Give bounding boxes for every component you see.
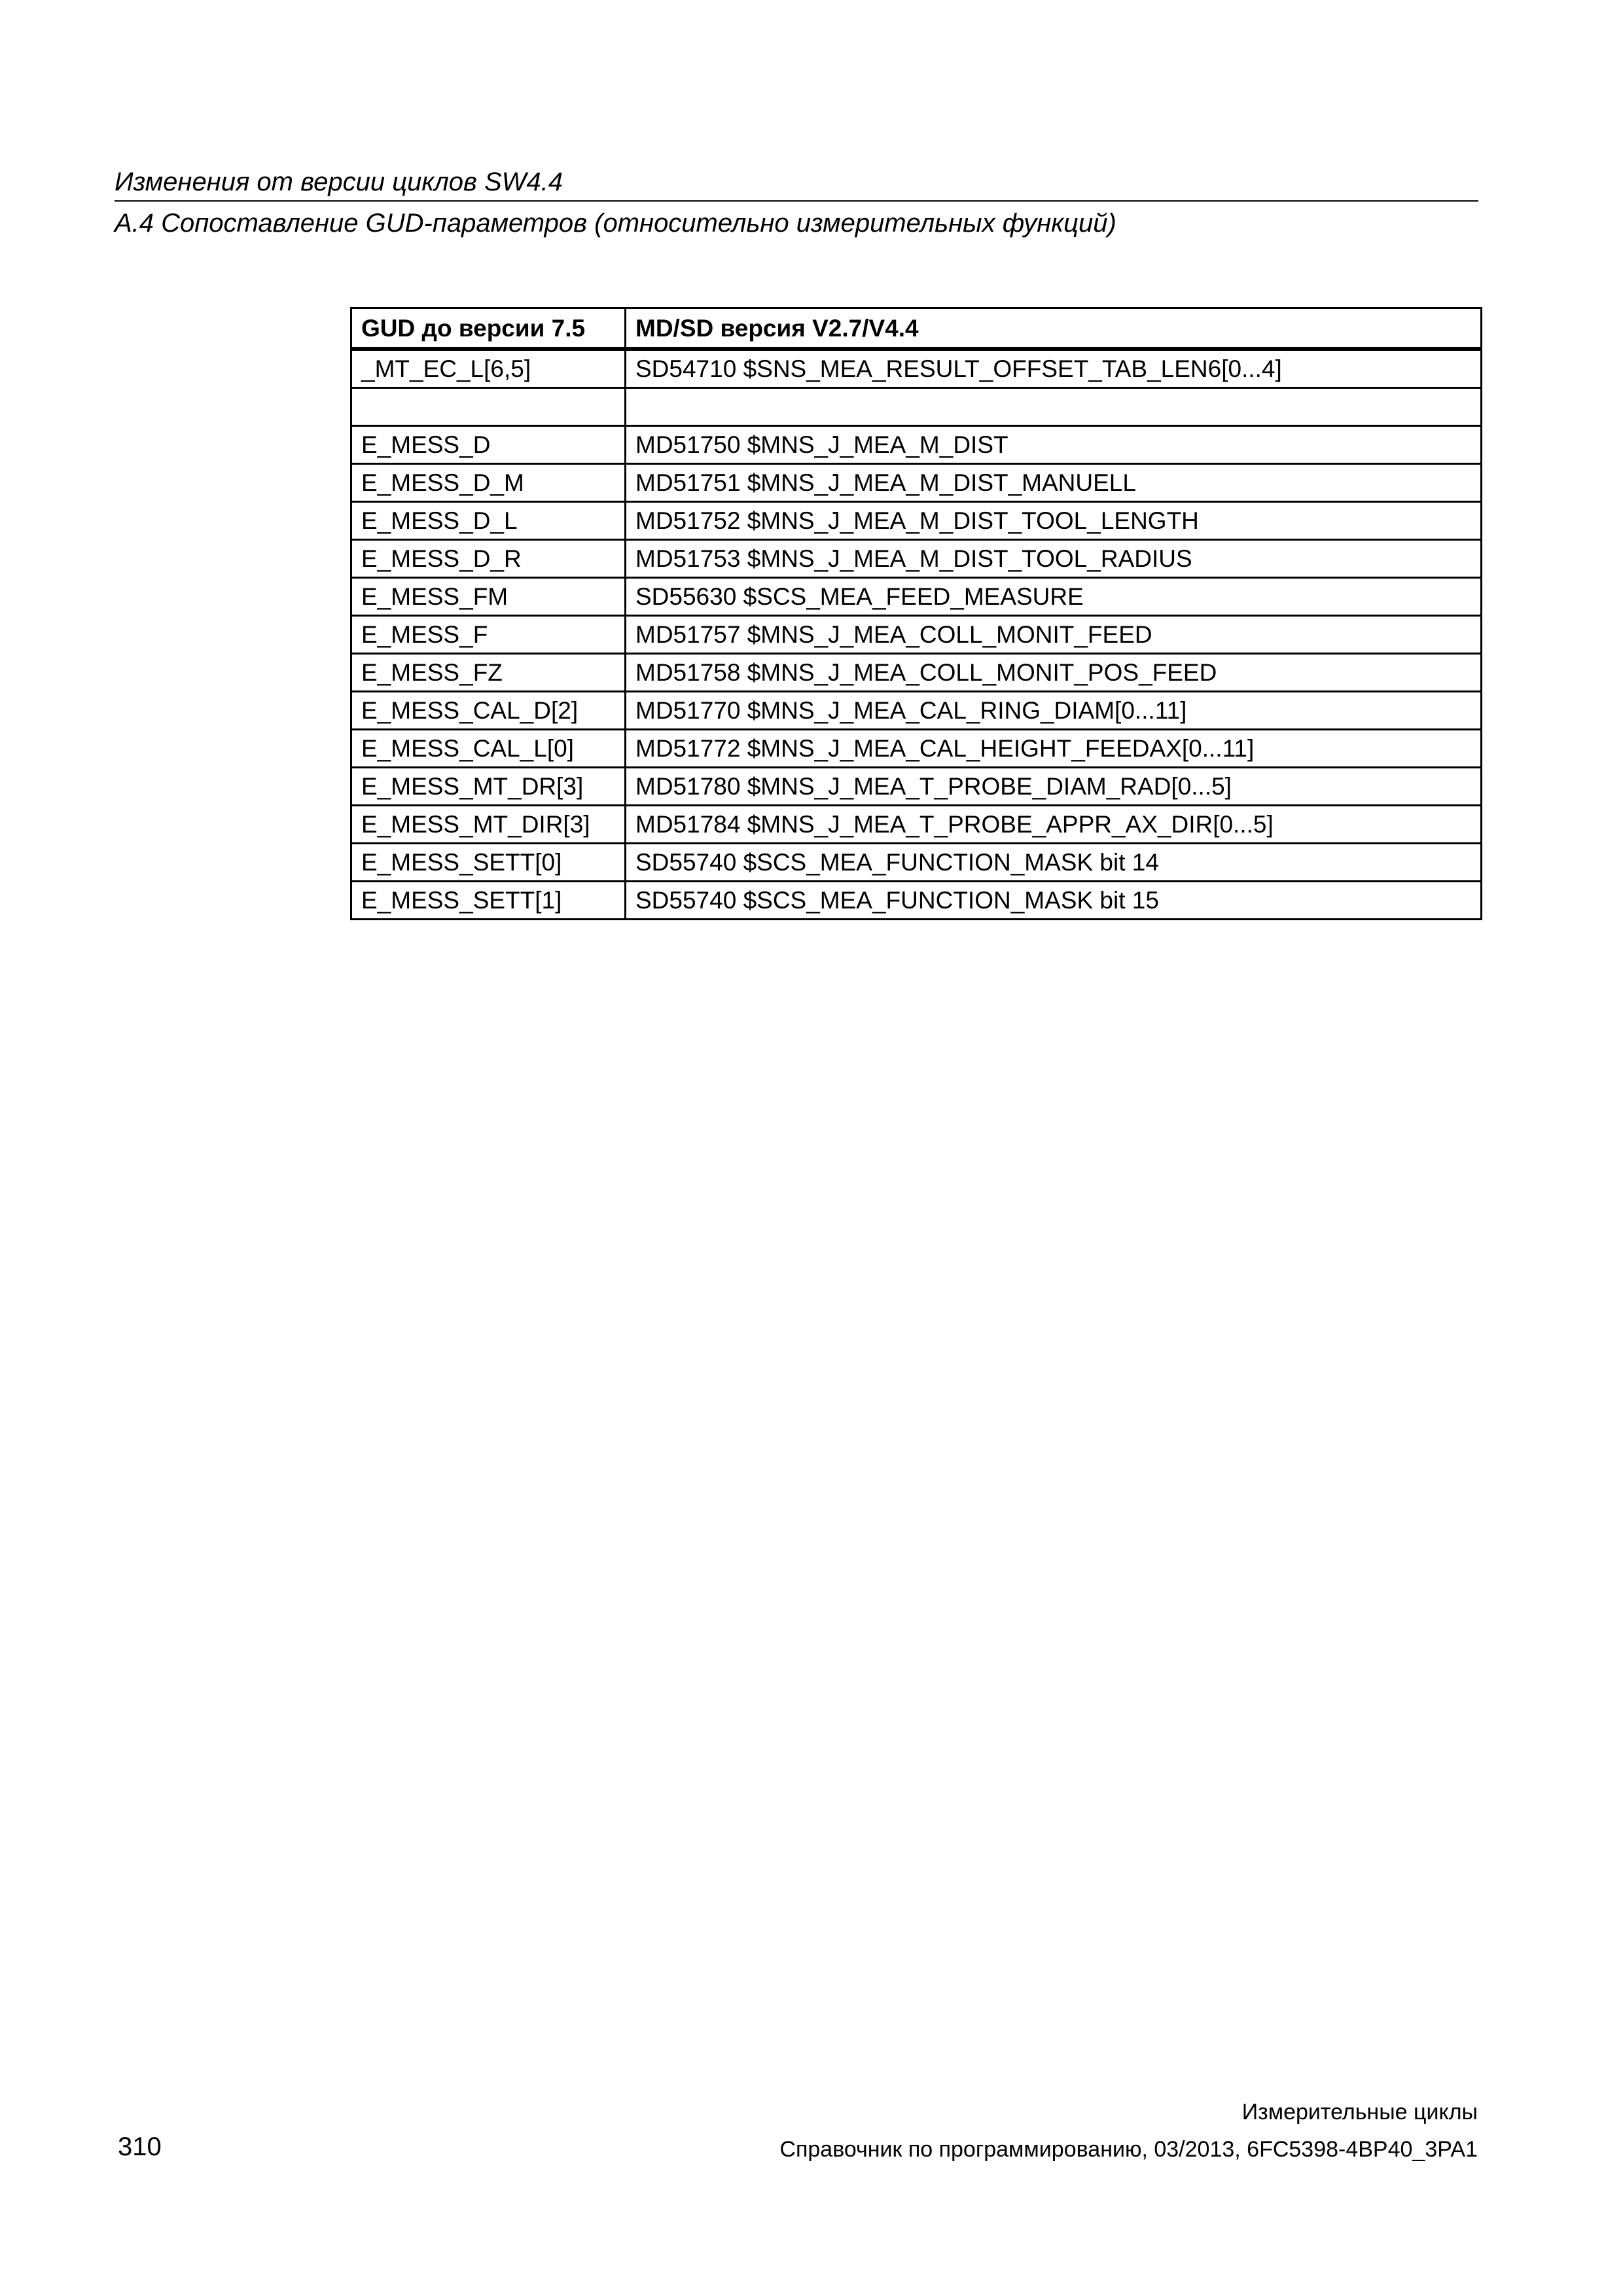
md-sd-parameter-cell: SD55740 $SCS_MEA_FUNCTION_MASK bit 14 <box>626 844 1482 882</box>
md-sd-parameter-cell: MD51758 $MNS_J_MEA_COLL_MONIT_POS_FEED <box>626 654 1482 692</box>
table-row <box>351 578 1482 616</box>
md-sd-parameter-cell <box>626 388 1482 426</box>
table-row <box>351 616 1482 654</box>
table-row <box>351 844 1482 882</box>
gud-parameter-cell: E_MESS_FZ <box>351 654 626 692</box>
table-row <box>351 540 1482 578</box>
gud-parameter-cell: E_MESS_MT_DR[3] <box>351 768 626 806</box>
table-row <box>351 654 1482 692</box>
page-number: 310 <box>118 2132 162 2161</box>
table-row <box>351 692 1482 730</box>
table-row <box>351 388 1482 426</box>
gud-parameter-cell: E_MESS_F <box>351 616 626 654</box>
gud-parameter-cell: E_MESS_D_L <box>351 502 626 540</box>
table-row <box>351 806 1482 844</box>
table-row <box>351 349 1482 388</box>
md-sd-parameter-cell: MD51784 $MNS_J_MEA_T_PROBE_APPR_AX_DIR[0...5] <box>626 806 1482 844</box>
table-row <box>351 426 1482 464</box>
table-row <box>351 882 1482 920</box>
md-sd-parameter-cell: MD51757 $MNS_J_MEA_COLL_MONIT_FEED <box>626 616 1482 654</box>
md-sd-parameter-cell: MD51753 $MNS_J_MEA_M_DIST_TOOL_RADIUS <box>626 540 1482 578</box>
md-sd-parameter-cell: MD51750 $MNS_J_MEA_M_DIST <box>626 426 1482 464</box>
gud-parameter-mapping-table <box>350 307 1482 920</box>
gud-parameter-cell: E_MESS_D_M <box>351 464 626 502</box>
table-body <box>351 349 1482 920</box>
column-header-md-sd: MD/SD версия V2.7/V4.4 <box>626 308 1482 350</box>
md-sd-parameter-cell: MD51770 $MNS_J_MEA_CAL_RING_DIAM[0...11] <box>626 692 1482 730</box>
table-header-row <box>351 308 1482 350</box>
gud-parameter-cell: E_MESS_MT_DIR[3] <box>351 806 626 844</box>
md-sd-parameter-cell: SD55740 $SCS_MEA_FUNCTION_MASK bit 15 <box>626 882 1482 920</box>
gud-parameter-cell: _MT_EC_L[6,5] <box>351 349 626 388</box>
md-sd-parameter-cell: MD51752 $MNS_J_MEA_M_DIST_TOOL_LENGTH <box>626 502 1482 540</box>
gud-parameter-cell: E_MESS_CAL_L[0] <box>351 730 626 768</box>
gud-parameter-cell: E_MESS_SETT[0] <box>351 844 626 882</box>
footer-book-title: Измерительные циклы <box>1241 2100 1478 2125</box>
table-row <box>351 730 1482 768</box>
footer-reference: Справочник по программированию, 03/2013, 6FC5398-4BP40_3PA1 <box>779 2137 1478 2162</box>
chapter-title: Изменения от версии циклов SW4.4 <box>115 168 563 196</box>
gud-parameter-cell: E_MESS_CAL_D[2] <box>351 692 626 730</box>
md-sd-parameter-cell: SD55630 $SCS_MEA_FEED_MEASURE <box>626 578 1482 616</box>
table-row <box>351 502 1482 540</box>
table-row <box>351 464 1482 502</box>
gud-parameter-cell: E_MESS_SETT[1] <box>351 882 626 920</box>
table-row <box>351 768 1482 806</box>
gud-parameter-cell: E_MESS_D <box>351 426 626 464</box>
md-sd-parameter-cell: MD51772 $MNS_J_MEA_CAL_HEIGHT_FEEDAX[0...11] <box>626 730 1482 768</box>
section-title: A.4 Сопоставление GUD-параметров (относительно измерительных функций) <box>115 209 1116 238</box>
gud-parameter-cell: E_MESS_FM <box>351 578 626 616</box>
md-sd-parameter-cell: SD54710 $SNS_MEA_RESULT_OFFSET_TAB_LEN6[0...4] <box>626 349 1482 388</box>
header-divider <box>115 200 1478 202</box>
gud-parameter-cell <box>351 388 626 426</box>
md-sd-parameter-cell: MD51751 $MNS_J_MEA_M_DIST_MANUELL <box>626 464 1482 502</box>
gud-parameter-cell: E_MESS_D_R <box>351 540 626 578</box>
column-header-gud: GUD до версии 7.5 <box>351 308 626 350</box>
md-sd-parameter-cell: MD51780 $MNS_J_MEA_T_PROBE_DIAM_RAD[0...5] <box>626 768 1482 806</box>
